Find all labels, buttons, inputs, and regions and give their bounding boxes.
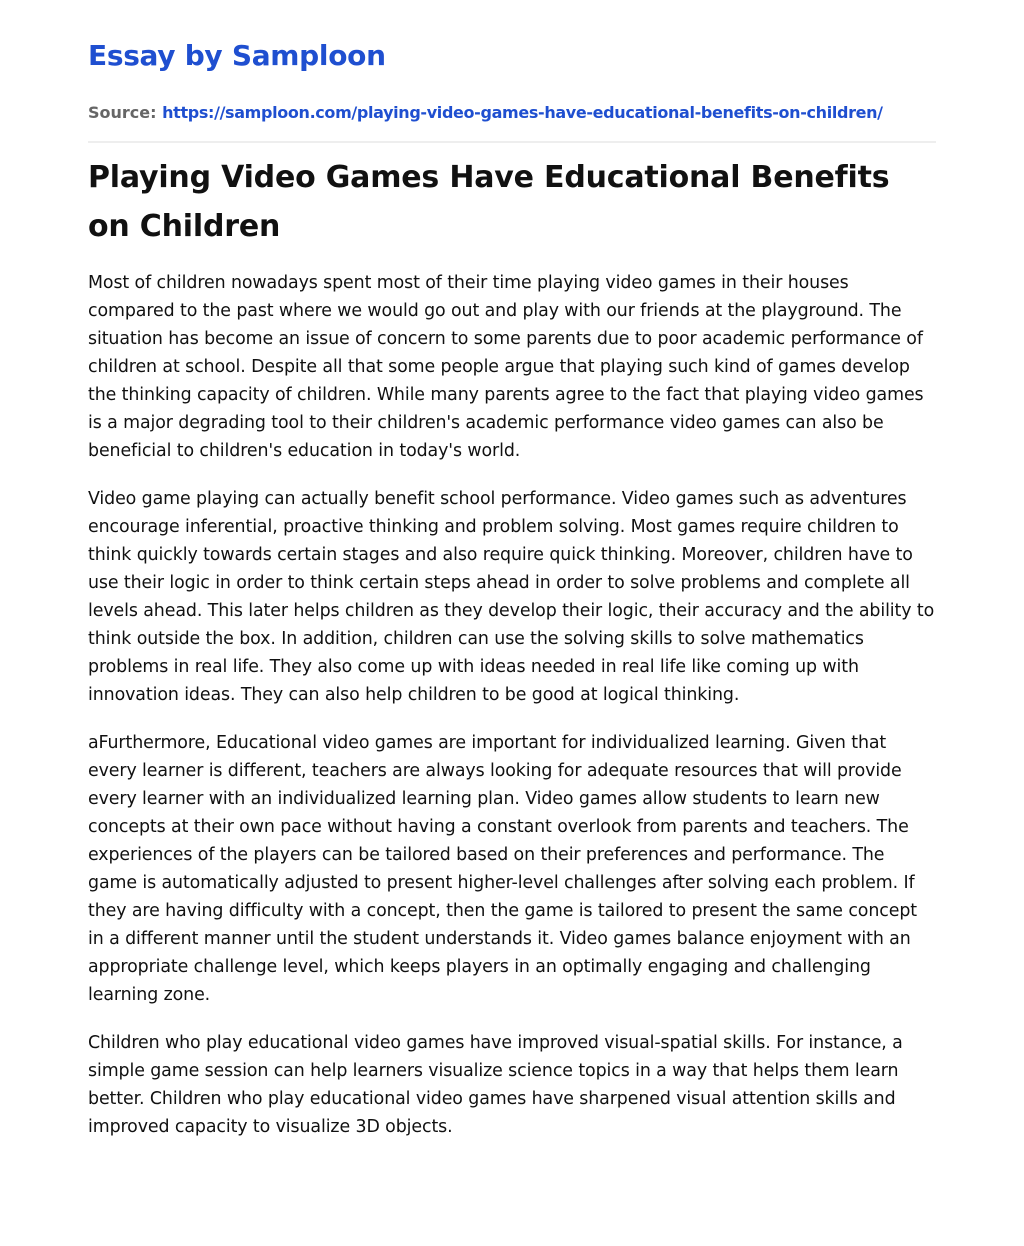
paragraph: aFurthermore, Educational video games are important for individualized learning. Given that every learner is different, teachers are always looking for adequate resources that will provide every learner with an individualized learning plan. Video games allow students to learn new concepts at their own pace without having a constant overlook from parents and teachers. The experiences of the players can be tailored based on their preferences and performance. The game is automatically adjusted to present higher-level challenges after solving each problem. If they are having difficulty with a concept, then the game is tailored to present the same concept in a different manner until the student understands it. Video games balance enjoyment with an appropriate challenge level, which keeps players in an optimally engaging and challenging learning zone.	[88, 733, 917, 1005]
essay-body	[88, 269, 936, 1141]
paragraph: Video game playing can actually benefit school performance. Video games such as adventures encourage inferential, proactive thinking and problem solving. Most games require children to think quickly towards certain stages and also require quick thinking. Moreover, children have to use their logic in order to think certain steps ahead in order to solve problems and complete all levels ahead. This later helps children as they develop their logic, their accuracy and the ability to think outside the box. In addition, children can use the solving skills to solve mathematics problems in real life. They also come up with ideas needed in real life like coming up with innovation ideas. They can also help children to be good at logical thinking.	[88, 489, 935, 705]
source-line	[88, 101, 936, 125]
source-link[interactable]: https://samploon.com/playing-video-games-have-educational-benefits-on-children/	[162, 103, 883, 122]
paragraph: Children who play educational video games have improved visual-spatial skills. For instance, a simple game session can help learners visualize science topics in a way that helps them learn better. Children who play educational video games have sharpened visual attention skills and improved capacity to visualize 3D objects.	[88, 1033, 903, 1137]
divider	[88, 141, 936, 143]
paragraph: Most of children nowadays spent most of their time playing video games in their houses compared to the past where we would go out and play with our friends at the playground. The situation has become an issue of concern to some parents due to poor academic performance of children at school. Despite all that some people argue that playing such kind of games develop the thinking capacity of children. While many parents agree to the fact that playing video games is a major degrading tool to their children's academic performance video games can also be beneficial to children's education in today's world.	[88, 273, 924, 461]
essay-title: Playing Video Games Have Educational Benefits on Children	[88, 160, 890, 244]
brand-title: Essay by Samploon	[88, 39, 386, 72]
source-label: Source:	[88, 103, 157, 122]
essay-page	[88, 34, 936, 1161]
